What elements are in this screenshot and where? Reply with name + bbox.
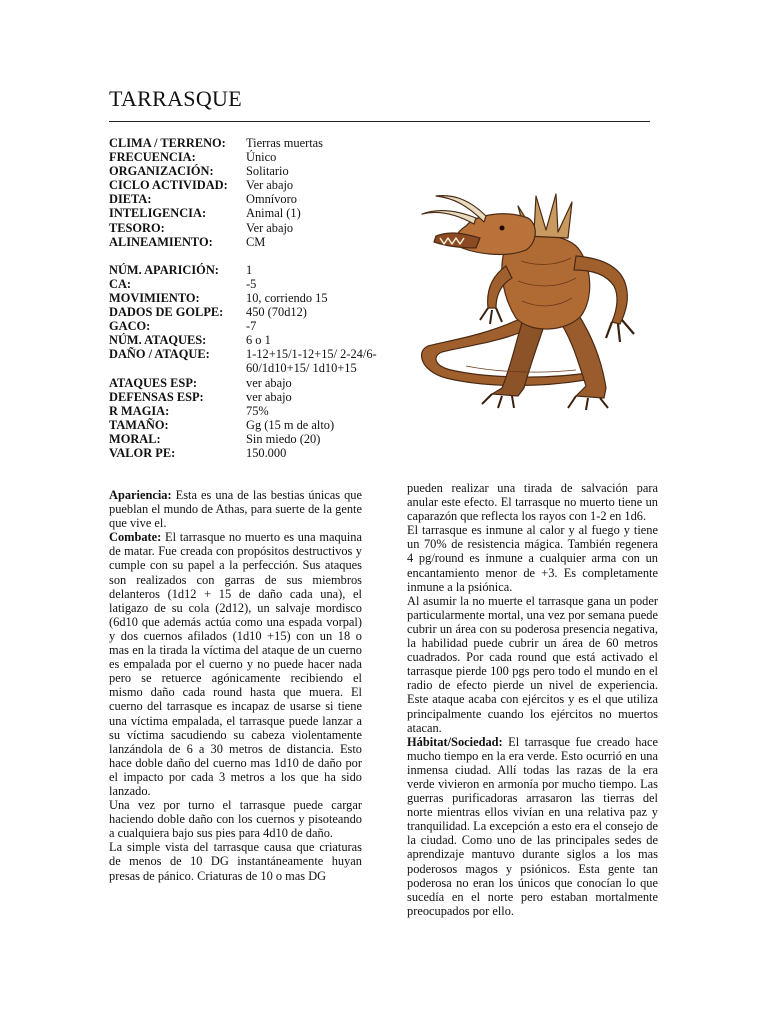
stat-value: Ver abajo [246, 220, 294, 235]
stat-label: NÚM. ATAQUES: [109, 333, 207, 348]
stat-label: MOVIMIENTO: [109, 290, 200, 305]
stat-group-spacer [109, 249, 409, 263]
combate-text: El tarrasque no muerto es una maquina de matar. Fue creada con propósitos destructivos y cumple con su papel a la perfección. Sus ataques son realizados con garras de sus miembros delanteros (1d12 + 15 de daño cada una), el latigazo de su cola (2d12), un salvaje mordisco (6d10 que además actúa como una espada vorpal) y dos cuernos afilados (1d10 +15) con un 18 o mas en la tirada la víctima del ataque de un cuerno es empalada por el cuerno y no puede hacer nada pero se retuerce agónicamente recibiendo el mismo daño cada round hasta que muera. El cuerno del tarrasque es incapaz de usarse si tiene una víctima empalada, el tarrasque puede lanzar a su víctima sacudiendo su cabeza violentamente lanzándola de 6 a 30 metros de distancia. Esto hace doble daño del cuerno mas 1d10 de daño por el impacto por cada 3 metros a los que ha sido lanzado. [109, 530, 362, 798]
stat-label: DADOS DE GOLPE: [109, 305, 224, 320]
stat-value: 6 o 1 [246, 333, 271, 348]
stat-label: INTELIGENCIA: [109, 206, 207, 221]
stat-row [109, 235, 409, 249]
stat-label: VALOR PE: [109, 445, 176, 460]
stat-label: CLIMA / TERRENO: [109, 136, 226, 150]
stat-label: FRECUENCIA: [109, 150, 196, 165]
stat-label: DAÑO / ATAQUE: [109, 347, 210, 362]
stat-value: 450 (70d12) [246, 305, 307, 320]
tarrasque-illustration [406, 166, 654, 416]
stat-label: MORAL: [109, 431, 161, 446]
stat-label: GACO: [109, 319, 151, 334]
stat-row [109, 291, 409, 305]
paragraph-inmunidades: El tarrasque es inmune al calor y al fuego y tiene un 70% de resistencia mágica. También regenera 4 pg/round es inmune a cualquier arma con un encantamiento menor de +3. Es completamente inmune a la psiónica. [407, 523, 658, 594]
stat-row [109, 206, 409, 220]
stat-label: NÚM. APARICIÓN: [109, 262, 219, 277]
stat-row [109, 164, 409, 178]
stat-value: ver abajo [246, 375, 292, 390]
stat-label: CA: [109, 276, 132, 291]
stat-value: ver abajo [246, 389, 292, 404]
stat-row [109, 192, 409, 206]
stat-value: Ver abajo [246, 178, 294, 193]
stat-value: 1 [246, 262, 253, 277]
stat-row [109, 376, 409, 390]
stat-block [109, 136, 409, 460]
stat-row [109, 347, 409, 375]
stat-row [109, 319, 409, 333]
stat-row [109, 418, 409, 432]
stat-row [109, 136, 409, 150]
paragraph-combate [109, 530, 362, 798]
stat-row [109, 150, 409, 164]
stat-row [109, 390, 409, 404]
title-divider [109, 121, 650, 122]
paragraph-apariencia [109, 488, 362, 530]
stat-value: CM [246, 234, 266, 249]
stat-value: 150.000 [246, 445, 287, 460]
stat-row [109, 446, 409, 460]
habitat-text: El tarrasque fue creado hace mucho tiempo en la era verde. Esto ocurrió en una inmensa ciudad. Allí todas las razas de la era verde vivieron en armonía por mucho tiempo. Las guerras purificadoras arrasaron las tierras del norte mientras ellos vivían en una relativa paz y tranquilidad. La excepción a esto era el consejo de la ciudad. Como uno de las principales sedes de aprendizaje mantuvo durante siglos a los mas poderosos magos y psiónicos. Esta gente tan poderosa no eran los únicos que conocían lo que sucedía en el norte pero estaban mortalmente preocupados por ello. [407, 734, 658, 918]
stat-value: Animal (1) [246, 206, 301, 221]
stat-row [109, 277, 409, 291]
stat-row [109, 404, 409, 418]
stat-value: Gg (15 m de alto) [246, 417, 335, 432]
stat-row [109, 221, 409, 235]
stat-row [109, 263, 409, 277]
stat-value: 10, corriendo 15 [246, 290, 328, 305]
stat-value: Tierras muertas [246, 136, 323, 150]
paragraph-salvacion: pueden realizar una tirada de salvación para anular este efecto. El tarrasque no muerto tiene un caparazón que reflecta los rayos con 1-2 en 1d6. [407, 481, 658, 524]
stat-label: ORGANIZACIÓN: [109, 164, 214, 179]
stat-label: ATAQUES ESP: [109, 375, 198, 390]
combate-heading: Combate: [109, 530, 162, 545]
stat-label: DIETA: [109, 192, 152, 207]
stat-value: Sin miedo (20) [246, 431, 321, 446]
paragraph-panico: La simple vista del tarrasque causa que criaturas de menos de 10 DG instantáneamente huyan presas de pánico. Criaturas de 10 o mas DG [109, 840, 362, 883]
stat-label: R MAGIA: [109, 403, 170, 418]
paragraph-no-muerte: Al asumir la no muerte el tarrasque gana un poder particularmente mortal, una vez por semana puede cubrir un área con su poderosa presencia negativa, la habilidad puede cubrir un área de 60 metros cuadrados. Por cada round que está activado el tarrasque pierde 100 pgs pero todo el mundo en el radio de efecto pierde un nivel de experiencia. Este ataque acaba con ejércitos y es el que utiliza principalmente cuando los ejércitos no muertos atacan. [407, 593, 658, 735]
stat-value: -5 [246, 276, 257, 291]
text-column-right [407, 481, 658, 918]
stat-group-general [109, 136, 409, 249]
stat-label: DEFENSAS ESP: [109, 389, 204, 404]
apariencia-text: Esta es una de las bestias únicas que pueblan el mundo de Athas, para suerte de la gente que vive el. [109, 488, 362, 531]
stat-value: Solitario [246, 164, 289, 179]
stat-value: 1-12+15/1-12+15/ 2-24/6-60/1d10+15/ 1d10+15 [246, 347, 377, 376]
stat-label: ALINEAMIENTO: [109, 234, 213, 249]
stat-row [109, 305, 409, 319]
paragraph-habitat [407, 735, 658, 918]
stat-label: CICLO ACTIVIDAD: [109, 178, 228, 193]
stat-value: -7 [246, 319, 257, 334]
stat-label: TAMAÑO: [109, 417, 169, 432]
stat-value: 75% [246, 403, 269, 418]
stat-value: Omnívoro [246, 192, 297, 207]
page-title: TARRASQUE [109, 86, 242, 111]
tarrasque-drawing [406, 166, 654, 416]
habitat-heading: Hábitat/Sociedad: [407, 734, 503, 749]
stat-row [109, 432, 409, 446]
stat-group-combat [109, 263, 409, 460]
apariencia-heading: Apariencia: [109, 488, 172, 502]
stat-value: Único [246, 150, 277, 165]
stat-row [109, 333, 409, 347]
text-column-left [109, 488, 362, 883]
stat-row [109, 178, 409, 192]
stat-label: TESORO: [109, 220, 165, 235]
paragraph-carga: Una vez por turno el tarrasque puede cargar haciendo doble daño con los cuernos y pisoteando a cualquiera bajo sus pies para 4d10 de daño. [109, 798, 362, 841]
